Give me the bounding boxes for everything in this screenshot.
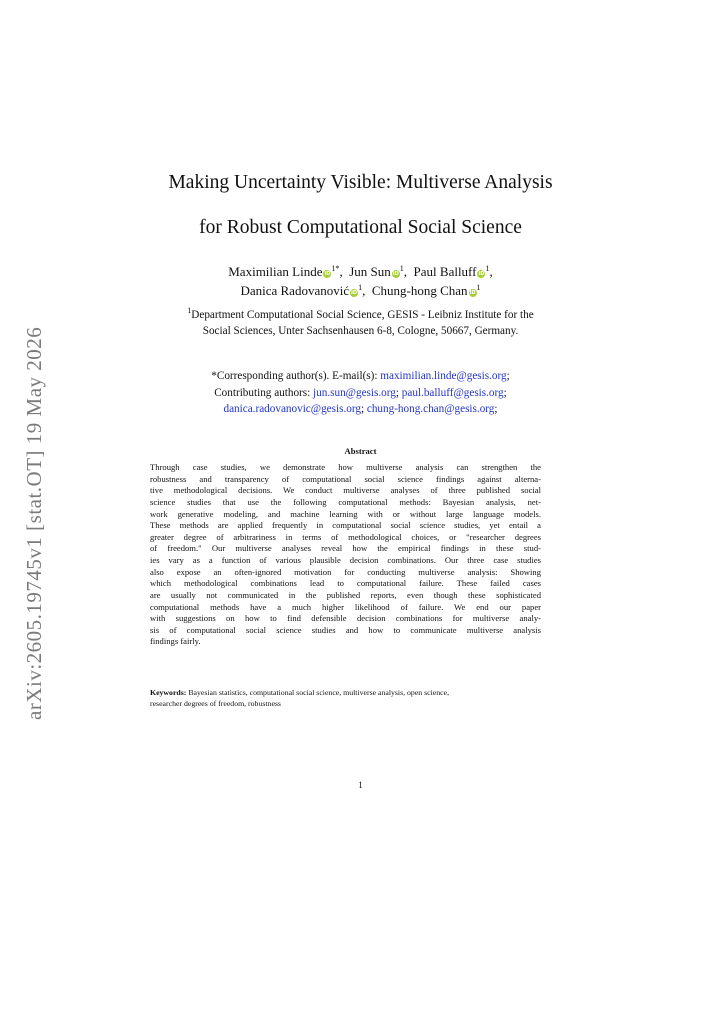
abstract-line: with suggestions on how to find defensible decision combinations for multiverse analy- [150,613,541,624]
abstract-line: findings fairly. [150,636,201,647]
orcid-icon[interactable]: iD [478,271,485,277]
author-separator: , [339,264,343,279]
author-list-line-2 [0,281,721,300]
abstract-line: ies vary as a function of various plausible decision combinations. Our three case studies [150,555,541,565]
page-number: 1 [358,780,363,790]
abstract-line: These methods are applied frequently in computational social science studies, yet entail a [150,520,541,531]
email-separator: ; [503,387,507,399]
abstract-line: greater degree of arbitrariness in terms of methodological choices, or "researcher degrees [150,531,541,542]
abstract-line: robustness and transparency of computational social science findings against alterna- [150,473,541,484]
contributing-authors-line [0,385,721,401]
email-separator: ; [395,387,402,399]
orcid-icon[interactable]: iD [469,290,476,296]
author-name: Jun Sun [349,264,391,279]
email-separator: ; [494,403,498,415]
author-separator: , [489,264,493,279]
email-link[interactable]: danica.radovanovic@gesis.org [223,403,361,415]
orcid-icon[interactable]: iD [392,271,399,277]
author-separator: , [362,283,366,298]
abstract-line: sis of computational social science studies and how to communicate multiverse analysis [150,624,541,635]
abstract-line: tive methodological decisions. We conduct multiverse analyses of three published social [150,485,541,496]
affiliation-line-2: Social Sciences, Unter Sachsenhausen 6-8, Cologne, 50667, Germany. [202,325,519,337]
keywords-line-2: researcher degrees of freedom, robustness [150,699,281,708]
author-affiliation-mark: 1 [399,264,404,273]
contributing-authors-line-2 [0,401,721,417]
abstract-line: work generative modeling, and machine learning with or without large language models. [150,508,541,519]
abstract-line: are usually not communicated in the published reports, even though these sophisticated [150,589,541,600]
abstract-line: science studies that use the following computational methods: Bayesian analysis, net- [150,496,541,507]
affiliation-line-1 [0,307,721,323]
affiliation-text: Department Computational Social Science, GESIS - Leibniz Institute for the [191,309,534,321]
email-link[interactable]: chung-hong.chan@gesis.org [366,403,495,415]
paper-title-line-1: Making Uncertainty Visible: Multiverse Analysis [168,172,553,193]
orcid-icon[interactable]: iD [351,290,358,296]
author-affiliation-mark: 1 [485,264,490,273]
abstract-line: of freedom." Our multiverse analyses reveal how the empirical findings in these stud- [150,543,541,554]
keywords-line-1 [150,687,541,698]
abstract-line: also expose an often-ignored motivation for conducting multiverse analysis: Showing [150,566,541,577]
author-separator: , [403,264,408,279]
author-name: Maximilian Linde [228,264,323,279]
author-name: Chung-hong Chan [371,283,468,298]
paper-title-line-2: for Robust Computational Social Science [199,217,522,238]
keywords-text: Bayesian statistics, computational social science, multiverse analysis, open science, [186,688,450,697]
author-list-line-1 [0,262,721,281]
abstract-heading: Abstract [344,446,377,456]
corresponding-label: *Corresponding author(s). E-mail(s): [211,370,381,382]
email-link[interactable]: paul.balluff@gesis.org [401,387,504,399]
contributing-label: Contributing authors: [214,387,314,399]
author-name: Danica Radovanović [240,283,350,298]
abstract-line: which methodological combinations lead to computational failure. These failed cases [150,578,541,589]
abstract-body [150,462,541,648]
corresponding-author-line [0,368,721,384]
author-affiliation-mark: 1 [476,283,481,292]
author-name: Paul Balluff [413,264,477,279]
author-affiliation-mark: 1 [358,283,363,292]
keywords-label: Keywords: [150,688,187,697]
email-link[interactable]: jun.sun@gesis.org [313,387,396,399]
orcid-icon[interactable]: iD [324,271,331,277]
email-link[interactable]: maximilian.linde@gesis.org [380,370,507,382]
abstract-line: Through case studies, we demonstrate how multiverse analysis can strengthen the [150,462,541,472]
email-separator: ; [360,403,367,415]
affiliation-mark: 1 [187,306,192,315]
abstract-line: computational methods have a much higher likelihood of failure. We end our paper [150,601,541,612]
author-affiliation-mark: 1* [331,264,340,273]
email-separator: ; [506,370,510,382]
arxiv-identifier-stamp: arXiv:2605.19745v1 [stat.OT] 19 May 2026 [22,326,46,720]
keywords-block [150,687,541,709]
